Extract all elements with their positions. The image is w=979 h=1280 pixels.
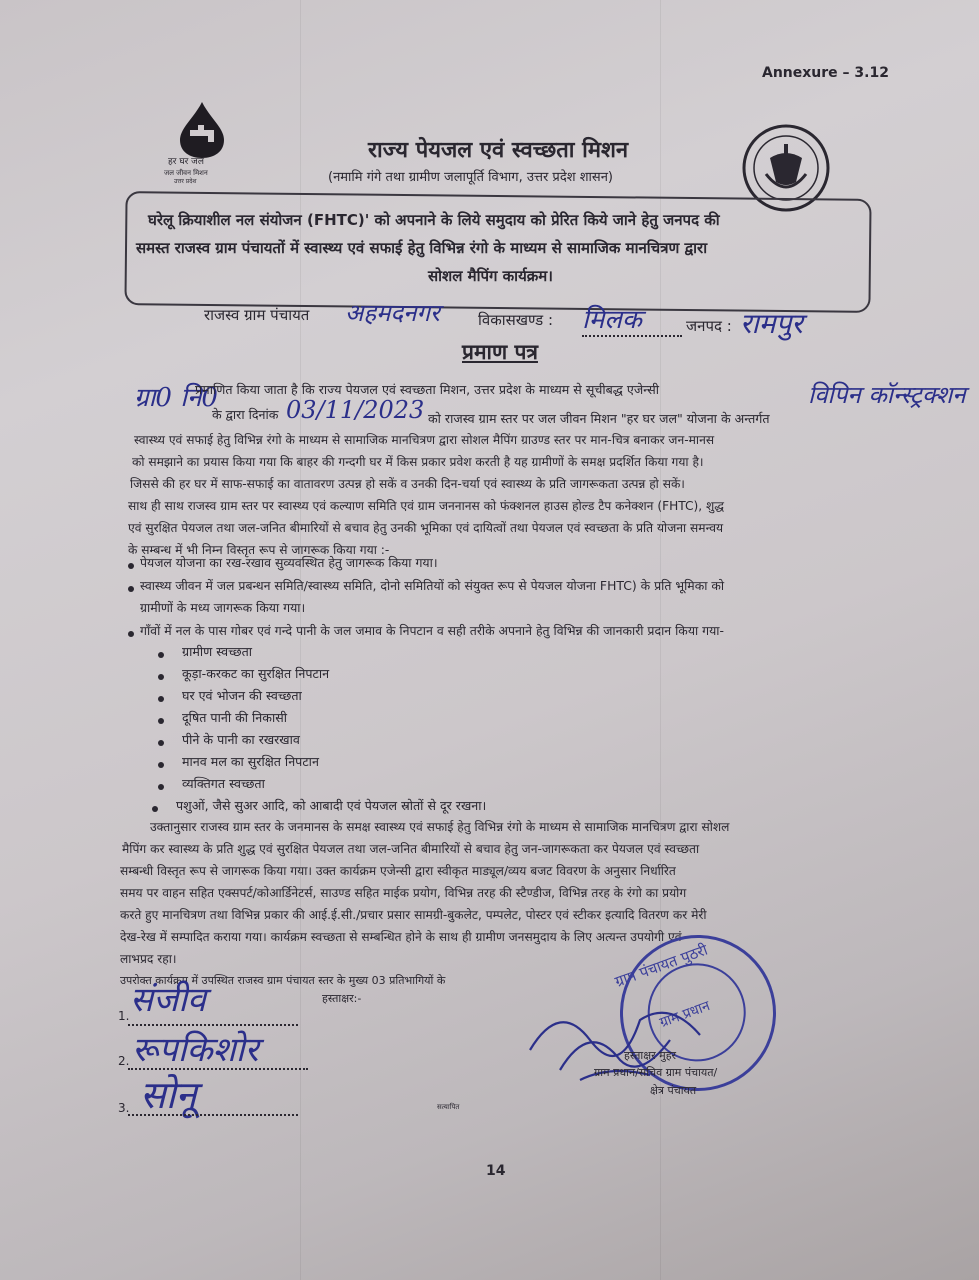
date-label: के द्वारा दिनांक — [212, 407, 279, 422]
bullet-dot — [158, 762, 164, 768]
dotted-line — [128, 1114, 298, 1116]
participant-signature: रूपकिशोर — [132, 1030, 259, 1070]
water-drop-icon — [172, 100, 232, 160]
bullet-dot — [158, 652, 164, 658]
logo-text-line: उत्तर प्रदेश — [174, 178, 197, 185]
small-mark: सत्यापित — [437, 1103, 460, 1111]
closing-line: देख-रेख में सम्पादित कराया गया। कार्यक्रम स्वच्छता से सम्बन्धित होने के साथ ही ग्रामीण जनसमुदाय के लिए अत्यन्त उपयोगी एवं — [120, 930, 682, 944]
officer-line: ग्राम प्रधान/सचिव ग्राम पंचायत/ — [594, 1066, 718, 1079]
stamp-top-text: ग्राम पंचायत पुठरी — [612, 940, 711, 991]
certify-line: साथ ही साथ राजस्व ग्राम स्तर पर स्वास्थ्य एवं कल्याण समिति एवं ग्राम जननानस को फंक्शनल हाउस होल्ड टैप कनेक्शन (FHTC), शुद्ध — [128, 499, 725, 513]
closing-line: समय पर वाहन सहित एक्सपर्ट/कोआर्डिनेटर्स, साउण्ड सहित माईक प्रयोग, विभिन्न तरह की स्टैण्डीज, विभिन्न तरह के रंगो का प्रयोग — [120, 886, 687, 900]
bullet-dot — [158, 674, 164, 680]
closing-line: उक्तानुसार राजस्व ग्राम स्तर के जनमानस के समक्ष स्वास्थ्य एवं सफाई हेतु विभिन्न रंगो के माध्यम से सामाजिक मानचित्रण द्वारा सोशल — [150, 820, 730, 834]
bullet-dot — [158, 718, 164, 724]
participant-number: 1. — [118, 1009, 130, 1023]
certify-text: को राजस्व ग्राम स्तर पर जल जीवन मिशन "हर घर जल" योजना के अन्तर्गत — [428, 411, 770, 426]
closing-line: लाभप्रद रहा। — [120, 952, 177, 966]
sub-bullet-text: मानव मल का सुरक्षित निपटान — [182, 754, 319, 769]
certify-prefix: प्रमाणित किया जाता है कि राज्य पेयजल एवं स्वच्छता मिशन, उत्तर प्रदेश के माध्यम से सूचीबद्ध एजेन्सी — [195, 382, 659, 397]
main-bullet-text: स्वास्थ्य जीवन में जल प्रबन्धन समिति/स्वास्थ्य समिति, दोनो समितियों को संयुक्त रूप से पेयजल योजना FHTC) के प्रति भूमिका को — [140, 578, 725, 593]
officer-line: हस्ताक्षर मुहर — [624, 1049, 677, 1062]
har-ghar-jal-logo — [160, 100, 240, 195]
district-value: रामपुर — [740, 307, 803, 340]
bullet-dot — [128, 631, 134, 637]
gram-panchayat-value: अहमदनगर — [345, 299, 440, 327]
org-title: राज्य पेयजल एवं स्वच्छता मिशन — [368, 138, 629, 163]
org-subtitle: (नमामि गंगे तथा ग्रामीण जलापूर्ति विभाग, उत्तर प्रदेश शासन) — [328, 170, 613, 185]
sub-bullet-text: दूषित पानी की निकासी — [182, 710, 287, 725]
district-label: जनपद : — [686, 317, 732, 335]
agency-value: विपिन कॉन्स्ट्रक्शन — [808, 381, 966, 409]
logo-text-line: जल जीवन मिशन — [164, 169, 208, 177]
certify-line: एवं सुरक्षित पेयजल तथा जल-जनित बीमारियों से बचाव हेतु उनकी भूमिका एवं दायित्वों तथा पेयजल एवं स्वच्छता के प्रति योजना समन्वय — [128, 521, 724, 535]
date-value: 03/11/2023 — [286, 396, 425, 424]
sub-bullet-text: पीने के पानी का रखरखाव — [182, 732, 300, 747]
stamp-center-text: ग्राम प्रधान — [657, 998, 713, 1032]
block-label: विकासखण्ड : — [478, 311, 554, 329]
block-value: मिलक — [582, 305, 642, 335]
certify-line: स्वास्थ्य एवं सफाई हेतु विभिन्न रंगो के माध्यम से सामाजिक मानचित्रण द्वारा सोशल मैपिंग ग्राउण्ड स्तर पर मान-चित्र बनाकर जन-मानस — [134, 433, 715, 447]
gram-panchayat-label: राजस्व ग्राम पंचायत — [204, 306, 310, 324]
main-bullet-text: पेयजल योजना का रख-रखाव सुव्यवस्थित हेतु जागरूक किया गया। — [140, 555, 438, 570]
certify-line: जिससे की हर घर में साफ-सफाई का वातावरण उत्पन्न हो सकें व उनकी दिन-चर्या एवं स्वास्थ्य के प्रति जागरूकता उत्पन्न हो सकें। — [130, 477, 685, 491]
subject-line: सोशल मैपिंग कार्यक्रम। — [428, 267, 553, 285]
main-bullet-text: गाँवों में नल के पास गोबर एवं गन्दे पानी के जल जमाव के निपटान व सही तरीके अपनाने हेतु विभिन्न की जानकारी प्रदान किया गया- — [140, 623, 724, 638]
participant-number: 3. — [118, 1101, 130, 1115]
participant-signature: संजीव — [130, 980, 206, 1020]
certify-line: को समझाने का प्रयास किया गया कि बाहर की गन्दगी घर में किस प्रकार प्रवेश करती है यह ग्रामीणों के समक्ष प्रदर्शित किया गया है। — [132, 455, 704, 469]
closing-line: करते हुए मानचित्रण तथा विभिन्न प्रकार की आई.ई.सी./प्रचार प्रसार सामग्री-बुकलेट, पम्पलेट, पोस्टर एवं स्टीकर इत्यादि वितरण कर मेरी — [120, 908, 707, 922]
place-value: ग्रा0 नि0 — [134, 383, 218, 413]
bullet-dot — [158, 740, 164, 746]
bullet-dot — [128, 563, 134, 569]
sub-bullet-text: कूड़ा-करकट का सुरक्षित निपटान — [182, 666, 330, 681]
subject-line: समस्त राजस्व ग्राम पंचायतों में स्वास्थ्य एवं सफाई हेतु विभिन्न रंगो के माध्यम से सामाजिक मानचित्रण द्वारा — [136, 239, 708, 257]
participant-number: 2. — [118, 1054, 130, 1068]
signature-label: हस्ताक्षर:- — [322, 992, 362, 1005]
dotted-line — [582, 335, 682, 337]
bullet-dot — [158, 696, 164, 702]
page-number: 14 — [486, 1163, 506, 1179]
certify-line: के सम्बन्ध में भी निम्न विस्तृत रूप से जागरूक किया गया :- — [128, 543, 390, 557]
logo-text-line: हर घर जल — [168, 157, 204, 167]
bullet-dot — [158, 784, 164, 790]
main-bullet-text: ग्रामीणों के मध्य जागरूक किया गया। — [140, 600, 306, 615]
bullet-dot — [128, 586, 134, 592]
sub-bullet-text: घर एवं भोजन की स्वच्छता — [182, 688, 302, 703]
participant-signature: सोनू — [140, 1073, 197, 1117]
officer-line: क्षेत्र पंचायत — [650, 1084, 697, 1097]
sub-bullet-text: ग्रामीण स्वच्छता — [182, 644, 253, 659]
participants-intro: उपरोक्त कार्यक्रम में उपस्थित राजस्व ग्राम पंचायत स्तर के मुख्य 03 प्रतिभागियों के — [120, 974, 446, 987]
bullet-dot — [152, 806, 158, 812]
closing-line: मैपिंग कर स्वास्थ्य के प्रति शुद्ध एवं सुरक्षित पेयजल तथा जल-जनित बीमारियों से बचाव हेतु जन-जागरूकता कर पेयजल एवं स्वच्छता — [122, 842, 700, 856]
doc-title: प्रमाण पत्र — [462, 340, 538, 364]
annexure-label: Annexure – 3.12 — [762, 65, 889, 81]
subject-line: घरेलू क्रियाशील नल संयोजन (FHTC)' को अपनाने के लिये समुदाय को प्रेरित किये जाने हेतु जनपद की — [148, 211, 720, 229]
sub-bullet-text: व्यक्तिगत स्वच्छता — [182, 776, 265, 791]
closing-line: सम्बन्धी विस्तृत रूप से जागरूक किया गया। उक्त कार्यक्रम एजेन्सी द्वारा स्वीकृत माड्यूल/व्यय बजट विवरण के अनुसार निर्धारित — [120, 864, 676, 878]
sub-bullet-text: पशुओं, जैसे सुअर आदि, को आबादी एवं पेयजल स्रोतों से दूर रखना। — [176, 798, 487, 813]
